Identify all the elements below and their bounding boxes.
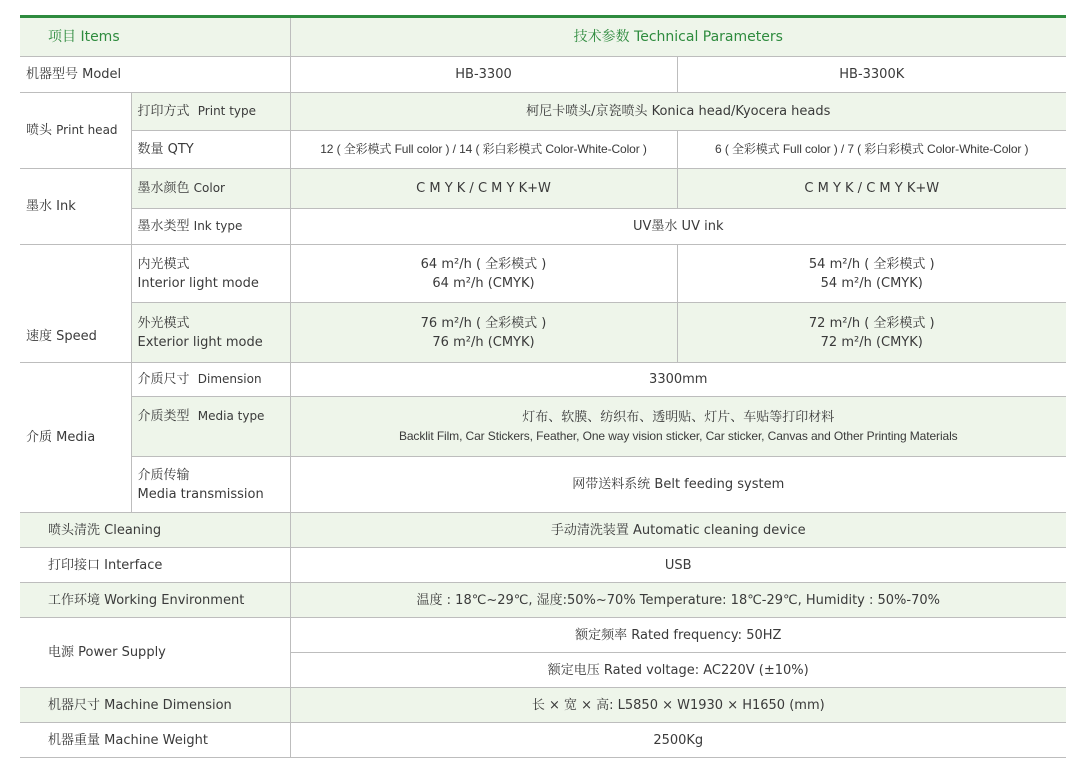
interior-label xyxy=(131,245,290,303)
media-type-row xyxy=(20,397,1066,457)
ink-color-label xyxy=(131,169,290,209)
interior-hb3300-line1: 64 m²/h ( 全彩模式 ) xyxy=(420,256,547,272)
printhead-label-en: Print head xyxy=(56,123,118,137)
ink-type-label xyxy=(131,209,290,245)
print-type-label xyxy=(131,93,290,131)
interior-label-en: Interior light mode xyxy=(137,275,259,291)
items-header: 项目 Items xyxy=(20,17,290,57)
interior-label-cn: 内光模式 xyxy=(137,256,190,272)
ink-label: 墨水 Ink xyxy=(20,169,131,245)
printhead-label-cn: 喷头 xyxy=(26,123,53,138)
print-type-row xyxy=(20,93,1066,131)
interior-hb3300k-line1: 54 m²/h ( 全彩模式 ) xyxy=(808,256,935,272)
environment-value: 温度 : 18℃~29℃, 湿度:50%~70% Temperature: 18℃-29℃, Humidity : 50%-70% xyxy=(290,583,1066,618)
cleaning-row xyxy=(20,513,1066,548)
header-row xyxy=(20,17,1066,57)
interface-value: USB xyxy=(290,548,1066,583)
speed-label: 速度 Speed xyxy=(20,245,131,363)
media-transmission-label xyxy=(131,457,290,513)
ink-color-hb3300k: C M Y K / C M Y K+W xyxy=(677,169,1066,209)
interior-hb3300k xyxy=(677,245,1066,303)
interior-hb3300k-line2: 54 m²/h (CMYK) xyxy=(820,275,923,291)
dimension-row xyxy=(20,688,1066,723)
print-type-value: 柯尼卡喷头/京瓷喷头 Konica head/Kyocera heads xyxy=(290,93,1066,131)
cleaning-label: 喷头清洗 Cleaning xyxy=(20,513,290,548)
ink-type-label-cn: 墨水类型 xyxy=(137,219,190,234)
media-type-value-en: Backlit Film, Car Stickers, Feather, One way vision sticker, Car sticker, Canvas and Other Printing Materials xyxy=(398,428,958,443)
dimension-value: 长 × 宽 × 高: L5850 × W1930 × H1650 (mm) xyxy=(290,688,1066,723)
power-label: 电源 Power Supply xyxy=(20,618,290,688)
environment-label: 工作环境 Working Environment xyxy=(20,583,290,618)
media-transmission-value: 网带送料系统 Belt feeding system xyxy=(290,457,1066,513)
media-transmission-label-en: Media transmission xyxy=(137,486,264,502)
weight-row xyxy=(20,723,1066,758)
media-type-label-cn: 介质类型 xyxy=(137,409,190,424)
weight-label: 机器重量 Machine Weight xyxy=(20,723,290,758)
model-hb3300: HB-3300 xyxy=(290,57,677,93)
ink-type-value: UV墨水 UV ink xyxy=(290,209,1066,245)
interface-row xyxy=(20,548,1066,583)
spec-table xyxy=(20,15,1066,758)
exterior-hb3300-line2: 76 m²/h (CMYK) xyxy=(432,334,535,350)
cleaning-value: 手动清洗装置 Automatic cleaning device xyxy=(290,513,1066,548)
model-hb3300k: HB-3300K xyxy=(677,57,1066,93)
power-frequency: 额定频率 Rated frequency: 50HZ xyxy=(290,618,1066,653)
weight-value: 2500Kg xyxy=(290,723,1066,758)
exterior-hb3300k xyxy=(677,303,1066,363)
speed-exterior-row xyxy=(20,303,1066,363)
media-dimension-row xyxy=(20,363,1066,397)
media-type-label xyxy=(131,397,290,457)
model-label: 机器型号 Model xyxy=(20,57,290,93)
power-frequency-row xyxy=(20,618,1066,653)
ink-color-label-en: Color xyxy=(193,181,225,195)
ink-color-row xyxy=(20,169,1066,209)
ink-type-row xyxy=(20,209,1066,245)
media-dimension-label-cn: 介质尺寸 xyxy=(137,372,190,387)
exterior-hb3300k-line2: 72 m²/h (CMYK) xyxy=(820,334,923,350)
media-label: 介质 Media xyxy=(20,363,131,513)
params-header: 技术参数 Technical Parameters xyxy=(290,17,1066,57)
media-transmission-row xyxy=(20,457,1066,513)
media-dimension-label-en: Dimension xyxy=(197,372,262,386)
ink-color-hb3300: C M Y K / C M Y K+W xyxy=(290,169,677,209)
qty-row xyxy=(20,131,1066,169)
exterior-hb3300k-line1: 72 m²/h ( 全彩模式 ) xyxy=(808,315,935,331)
model-row xyxy=(20,57,1066,93)
qty-label: 数量 QTY xyxy=(131,131,290,169)
media-dimension-value: 3300mm xyxy=(290,363,1066,397)
printhead-label xyxy=(20,93,131,169)
environment-row xyxy=(20,583,1066,618)
ink-color-label-cn: 墨水颜色 xyxy=(137,181,190,196)
qty-hb3300k: 6 ( 全彩模式 Full color ) / 7 ( 彩白彩模式 Color-White-Color ) xyxy=(677,131,1066,169)
ink-type-label-en: Ink type xyxy=(193,219,243,233)
exterior-label xyxy=(131,303,290,363)
media-dimension-label xyxy=(131,363,290,397)
speed-interior-row xyxy=(20,245,1066,303)
media-type-value-cn: 灯布、软膜、纺织布、透明贴、灯片、车贴等打印材料 xyxy=(522,409,835,425)
media-type-value xyxy=(290,397,1066,457)
exterior-hb3300 xyxy=(290,303,677,363)
exterior-label-en: Exterior light mode xyxy=(137,334,263,350)
power-voltage: 额定电压 Rated voltage: AC220V (±10%) xyxy=(290,653,1066,688)
exterior-hb3300-line1: 76 m²/h ( 全彩模式 ) xyxy=(420,315,547,331)
dimension-label: 机器尺寸 Machine Dimension xyxy=(20,688,290,723)
print-type-label-cn: 打印方式 xyxy=(137,104,190,119)
media-transmission-label-cn: 介质传输 xyxy=(137,467,190,483)
qty-hb3300: 12 ( 全彩模式 Full color ) / 14 ( 彩白彩模式 Color-White-Color ) xyxy=(290,131,677,169)
interface-label: 打印接口 Interface xyxy=(20,548,290,583)
exterior-label-cn: 外光模式 xyxy=(137,315,190,331)
print-type-label-en: Print type xyxy=(197,104,257,118)
media-type-label-en: Media type xyxy=(197,409,265,423)
interior-hb3300 xyxy=(290,245,677,303)
interior-hb3300-line2: 64 m²/h (CMYK) xyxy=(432,275,535,291)
